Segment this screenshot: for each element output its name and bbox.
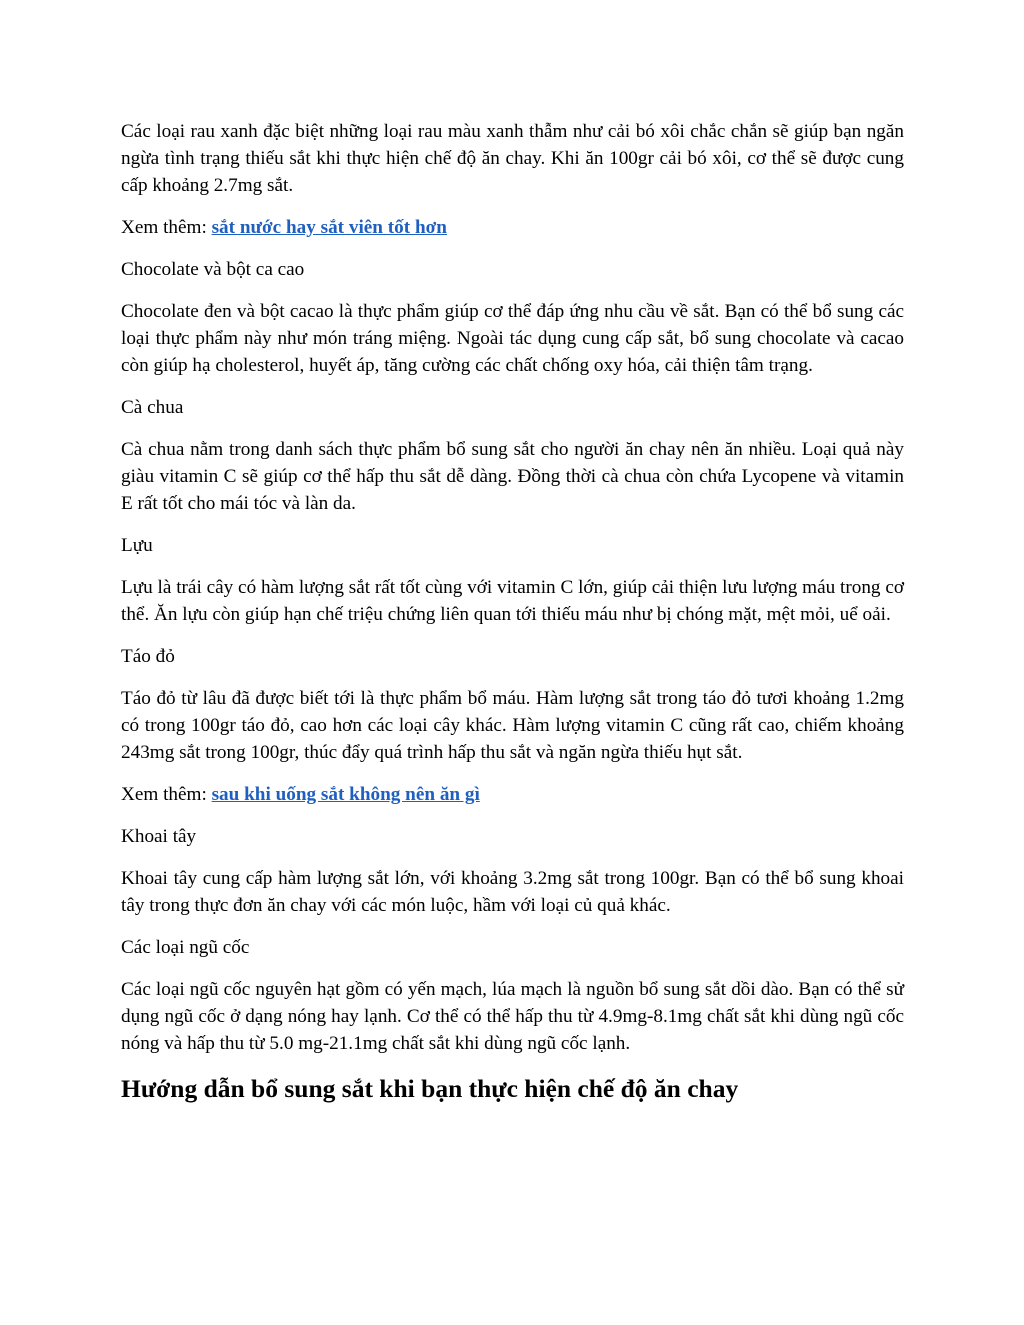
paragraph-green-vegetables: Các loại rau xanh đặc biệt những loại rau màu xanh thẫm như cải bó xôi chắc chắn sẽ giúp bạn ngăn ngừa tình trạng thiếu sắt khi thực hiện chế độ ăn chay. Khi ăn 100gr cải bó xôi, cơ thể sẽ được cung cấp khoảng 2.7mg sắt. — [121, 121, 904, 196]
paragraph-chocolate: Chocolate đen và bột cacao là thực phẩm giúp cơ thể đáp ứng nhu cầu về sắt. Bạn có thể bổ sung các loại thực phẩm này như món tráng miệng. Ngoài tác dụng cung cấp sắt, bổ sung chocolate và cacao còn giúp hạ cholesterol, huyết áp, tăng cường các chất chống oxy hóa, cải thiện tâm trạng. — [121, 301, 904, 376]
see-more-2-prefix: Xem thêm: — [121, 784, 212, 805]
section-heading-iron-guide: Hướng dẫn bổ sung sắt khi bạn thực hiện chế độ ăn chay — [121, 1074, 739, 1103]
see-more-1-prefix: Xem thêm: — [121, 217, 212, 238]
paragraph-tomato: Cà chua nằm trong danh sách thực phẩm bổ sung sắt cho người ăn chay nên ăn nhiều. Loại quả này giàu vitamin C sẽ giúp cơ thể hấp thu sắt dễ dàng. Đồng thời cà chua còn chứa Lycopene và vitamin E rất tốt cho mái tóc và làn da. — [121, 439, 904, 514]
subheading-red-apple: Táo đỏ — [121, 646, 175, 667]
paragraph-red-apple: Táo đỏ từ lâu đã được biết tới là thực phẩm bổ máu. Hàm lượng sắt trong táo đỏ tươi khoảng 1.2mg có trong 100gr táo đỏ, cao hơn các loại cây khác. Hàm lượng vitamin C cũng rất cao, chiếm khoảng 243mg sắt trong 100gr, thúc đẩy quá trình hấp thu sắt và ngăn ngừa thiếu hụt sắt. — [121, 688, 904, 763]
paragraph-grains: Các loại ngũ cốc nguyên hạt gồm có yến mạch, lúa mạch là nguồn bổ sung sắt dồi dào. Bạn có thể sử dụng ngũ cốc ở dạng nóng hay lạnh. Cơ thể có thể hấp thu từ 4.9mg-8.1mg chất sắt khi dùng ngũ cốc nóng và hấp thu từ 5.0 mg-21.1mg chất sắt khi dùng ngũ cốc lạnh. — [121, 979, 904, 1054]
see-more-2 — [121, 781, 904, 808]
paragraph-potato: Khoai tây cung cấp hàm lượng sắt lớn, với khoảng 3.2mg sắt trong 100gr. Bạn có thể bổ sung khoai tây trong thực đơn ăn chay với các món luộc, hầm với loại củ quả khác. — [121, 868, 904, 916]
link-what-not-to-eat-after-iron[interactable]: sau khi uống sắt không nên ăn gì — [211, 784, 480, 805]
subheading-pomegranate: Lựu — [121, 535, 153, 556]
link-liquid-vs-tablet-iron[interactable]: sắt nước hay sắt viên tốt hơn — [211, 217, 447, 238]
see-more-1 — [121, 214, 904, 241]
document-page — [121, 118, 904, 1106]
subheading-grains: Các loại ngũ cốc — [121, 937, 250, 958]
subheading-tomato: Cà chua — [121, 397, 184, 418]
subheading-chocolate: Chocolate và bột ca cao — [121, 259, 305, 280]
paragraph-pomegranate: Lựu là trái cây có hàm lượng sắt rất tốt cùng với vitamin C lớn, giúp cải thiện lưu lượng máu trong cơ thể. Ăn lựu còn giúp hạn chế triệu chứng liên quan tới thiếu máu như bị chóng mặt, mệt mỏi, uể oải. — [121, 577, 904, 625]
subheading-potato: Khoai tây — [121, 826, 197, 847]
